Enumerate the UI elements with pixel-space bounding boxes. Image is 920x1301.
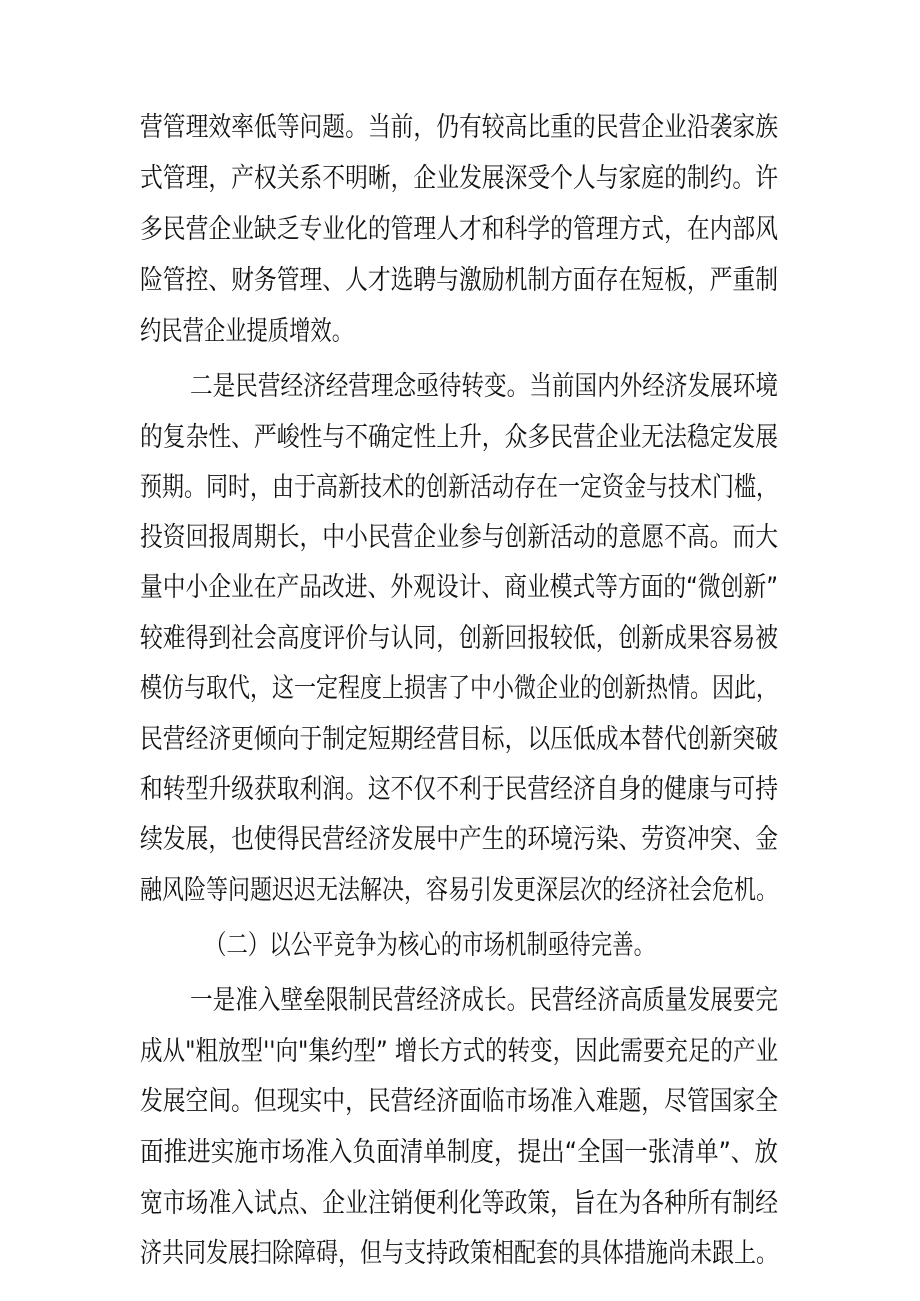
text-line: 成从"粗放型''向"集约型” 增长方式的转变，因此需要充足的产业 xyxy=(140,1036,778,1067)
text-line: 二是民营经济经营理念亟待转变。当前国内外经济发展环境 xyxy=(190,371,778,402)
text-line: 多民营企业缺乏专业化的管理人才和科学的管理方式，在内部风 xyxy=(140,214,778,245)
section-heading: （二）以公平竞争为核心的市场机制亟待完善。 xyxy=(205,930,655,961)
text-line: 和转型升级获取利润。这不仅不利于民营经济自身的健康与可持 xyxy=(140,774,778,805)
text-line: 量中小企业在产品改进、外观设计、商业模式等方面的“微创新” xyxy=(140,572,778,603)
text-line: 预期。同时，由于高新技术的创新活动存在一定资金与技术门槛， xyxy=(140,472,778,503)
text-line: 融风险等问题迟迟无法解决，容易引发更深层次的经济社会危机。 xyxy=(140,875,778,906)
text-line: 面推进实施市场准入负面清单制度，提出“全国一张清单”、放 xyxy=(140,1137,778,1168)
text-line: 续发展，也使得民营经济发展中产生的环境污染、劳资冲突、金 xyxy=(140,824,778,855)
text-line: 民营经济更倾向于制定短期经营目标，以压低成本替代创新突破 xyxy=(140,724,778,755)
text-line: 发展空间。但现实中，民营经济面临市场准入难题，尽管国家全 xyxy=(140,1086,778,1117)
text-line: 济共同发展扫除障碍，但与支持政策相配套的具体措施尚未跟上。 xyxy=(140,1238,778,1269)
text-line: 宽市场准入试点、企业注销便利化等政策，旨在为各种所有制经 xyxy=(140,1188,778,1219)
text-line: 营管理效率低等问题。当前，仍有较高比重的民营企业沿袭家族 xyxy=(140,112,778,143)
text-line: 险管控、财务管理、人才选聘与激励机制方面存在短板，严重制 xyxy=(140,265,778,296)
text-line: 投资回报周期长，中小民营企业参与创新活动的意愿不高。而大 xyxy=(140,522,778,553)
text-line: 约民营企业提质增效。 xyxy=(140,316,353,347)
text-line: 的复杂性、严峻性与不确定性上升，众多民营企业无法稳定发展 xyxy=(140,422,778,453)
text-line: 式管理，产权关系不明晰，企业发展深受个人与家庭的制约。许 xyxy=(140,163,778,194)
text-line: 一是准入壁垒限制民营经济成长。民营经济高质量发展要完 xyxy=(190,985,778,1016)
text-line: 模仿与取代，这一定程度上损害了中小微企业的创新热情。因此， xyxy=(140,673,778,704)
text-line: 较难得到社会高度评价与认同，创新回报较低，创新成果容易被 xyxy=(140,623,778,654)
